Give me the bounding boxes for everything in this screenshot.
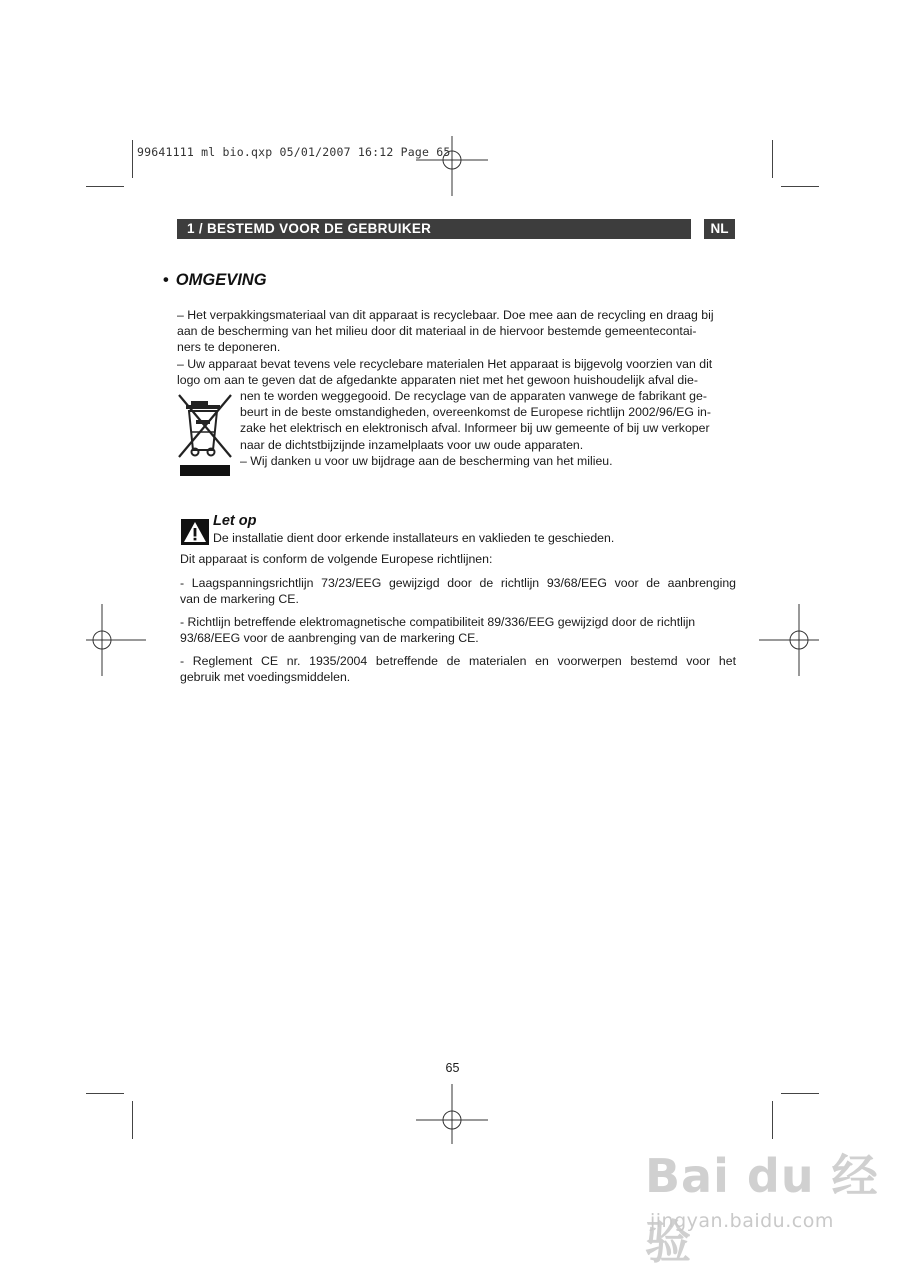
registration-mark-top-icon <box>416 124 488 196</box>
directive-item <box>180 653 736 685</box>
print-slug: 99641111 ml bio.qxp 05/01/2007 16:12 Page 65 <box>137 145 451 159</box>
paragraph-line: aan de bescherming van het milieu door dit materiaal in de hiervoor bestemde gemeentecontai- <box>177 324 697 339</box>
crop-mark-top-left-vertical <box>132 140 133 178</box>
directive-line: - Laagspanningsrichtlijn 73/23/EEG gewijzigd door de richtlijn 93/68/EEG voor de aanbrenging <box>180 576 736 590</box>
paragraph-line: zake het elektrisch en elektronisch afval. Informeer bij uw gemeente of bij uw verkoper <box>240 421 710 436</box>
paragraph-line: logo om aan te geven dat de afgedankte apparaten niet met het gewoon huishoudelijk afval die- <box>177 373 698 388</box>
section-title-bar: 1 / BESTEMD VOOR DE GEBRUIKER <box>177 219 691 239</box>
paragraph-line: – Het verpakkingsmateriaal van dit apparaat is recyclebaar. Doe mee aan de recycling en draag bij <box>177 308 714 322</box>
crop-mark-bottom-right-horizontal <box>781 1093 819 1094</box>
baidu-watermark-logo: Bai du 经验 <box>645 1149 879 1269</box>
crop-mark-top-right-vertical <box>772 140 773 178</box>
directive-line: - Reglement CE nr. 1935/2004 betreffende de materialen en voorwerpen bestemd voor het <box>180 654 736 668</box>
heading-bullet: • <box>163 271 169 289</box>
heading-title: OMGEVING <box>175 271 267 289</box>
directive-line: gebruik met voedingsmiddelen. <box>180 670 351 685</box>
language-badge: NL <box>704 219 735 239</box>
paragraph-line: – Wij danken u voor uw bijdrage aan de bescherming van het milieu. <box>240 453 613 468</box>
crop-mark-bottom-right-vertical <box>772 1101 773 1139</box>
directive-line: 93/68/EEG voor de aanbrenging van de markering CE. <box>180 631 479 646</box>
baidu-watermark-url: jingyan.baidu.com <box>650 1210 834 1232</box>
directive-item <box>180 575 736 607</box>
warning-triangle-icon <box>181 519 209 545</box>
crop-mark-bottom-left-vertical <box>132 1101 133 1139</box>
conformity-intro-line: Dit apparaat is conform de volgende Europese richtlijnen: <box>180 552 493 566</box>
paragraph-line: beurt in de beste omstandigheden, overeenkomst de Europese richtlijn 2002/96/EG in- <box>240 405 711 420</box>
directive-line: - Richtlijn betreffende elektromagnetische compatibiliteit 89/336/EEG gewijzigd door de richtlijn <box>180 615 696 629</box>
conformity-intro <box>180 551 492 567</box>
section-heading <box>163 271 267 290</box>
crop-mark-top-right-horizontal <box>781 186 819 187</box>
warning-text-line: De installatie dient door erkende installateurs en vaklieden te geschieden. <box>213 531 615 545</box>
warning-title: Let op <box>213 513 257 529</box>
paragraph-line: nen te worden weggegooid. De recyclage van de apparaten vanwege de fabrikant ge- <box>240 389 707 403</box>
registration-mark-bottom-icon <box>416 1084 488 1156</box>
paragraph-recycling <box>177 356 737 388</box>
crop-mark-top-left-horizontal <box>86 186 124 187</box>
paragraph-recycling-wrap <box>240 388 736 469</box>
paragraph-line: naar de dichtstbijzijnde inzamelplaats voor uw oude apparaten. <box>240 437 584 452</box>
registration-mark-right-icon <box>747 604 819 676</box>
paragraph-line: – Uw apparaat bevat tevens vele recyclebare materialen Het apparaat is bijgevolg voorzien van dit <box>177 357 713 371</box>
paragraph-packaging <box>177 307 737 356</box>
page-number: 65 <box>445 1061 460 1075</box>
directive-line: van de markering CE. <box>180 592 299 607</box>
crop-mark-bottom-left-horizontal <box>86 1093 124 1094</box>
registration-mark-left-icon <box>86 604 158 676</box>
paragraph-line: ners te deponeren. <box>177 340 281 355</box>
crossed-out-wheelie-bin-icon <box>176 392 234 480</box>
warning-text <box>213 530 614 546</box>
directive-item <box>180 614 736 646</box>
